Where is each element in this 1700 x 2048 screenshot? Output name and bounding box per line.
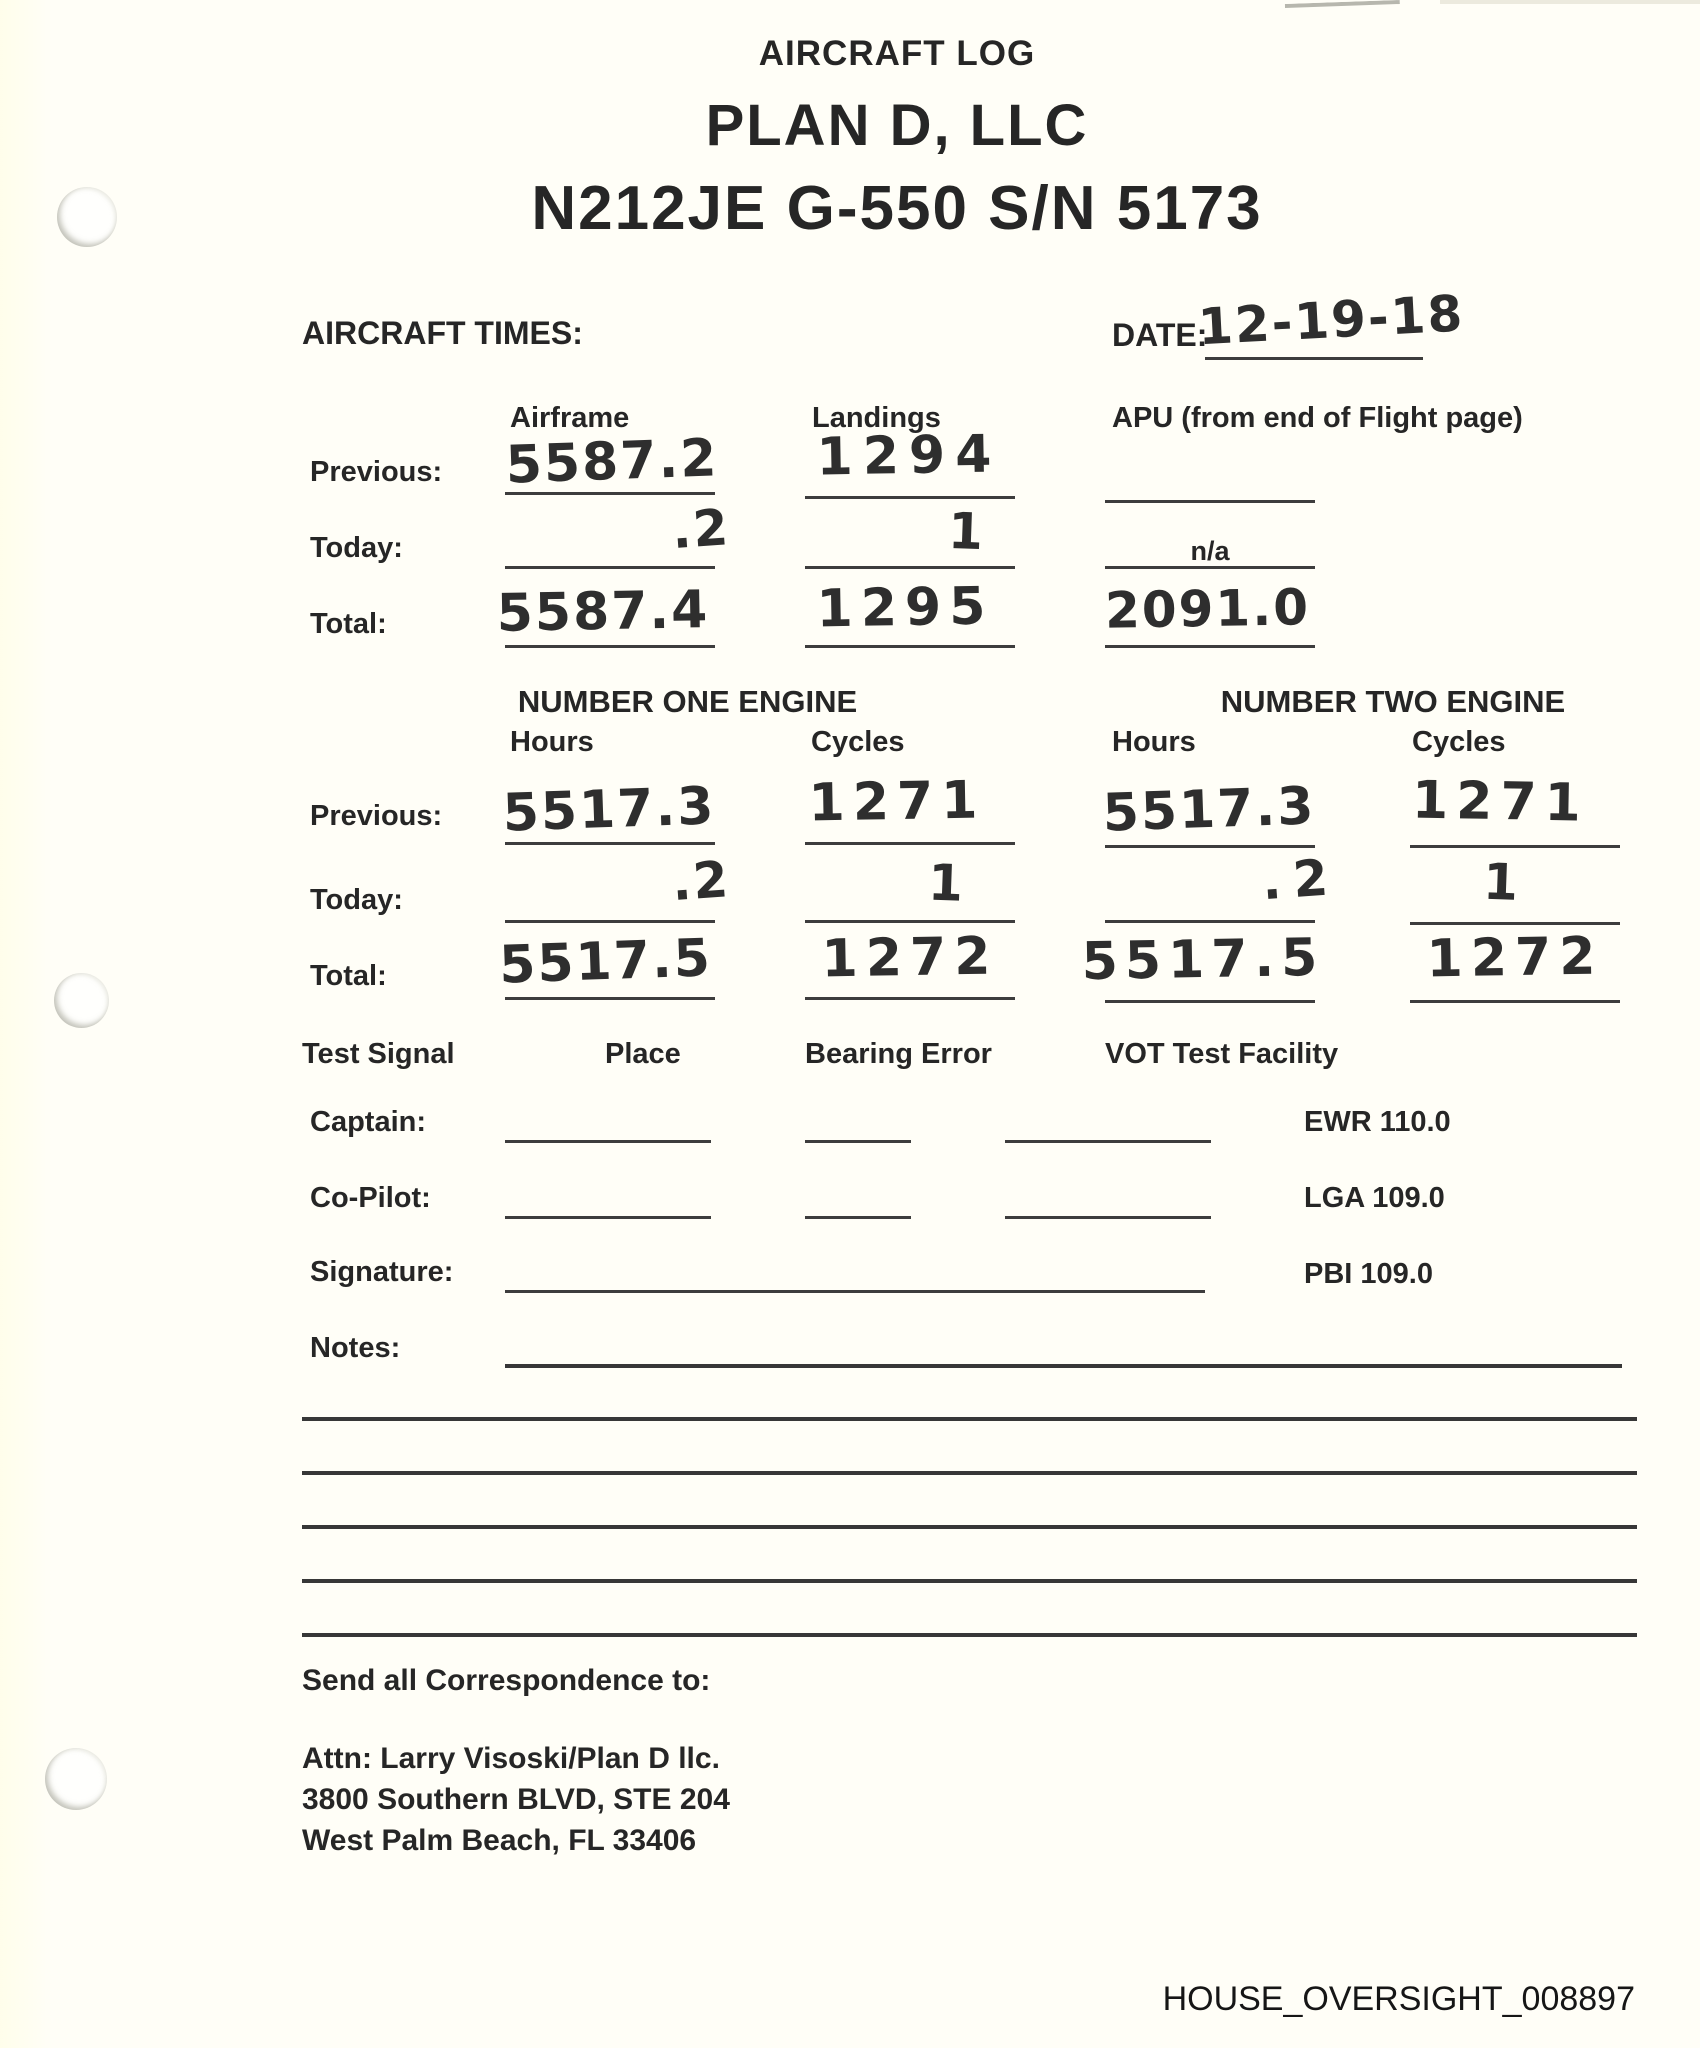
e1-cycles-total-value: 1272 — [821, 926, 999, 990]
notes-line-1 — [505, 1364, 1622, 1368]
copilot-label: Co-Pilot: — [310, 1182, 431, 1214]
e2-hours-previous-value: 5517.3 — [1101, 776, 1317, 844]
e2-hours-today-line — [1105, 920, 1315, 923]
engine-one-cycles-header: Cycles — [811, 726, 905, 758]
today-apu-na: n/a — [1190, 536, 1230, 566]
copilot-place-line — [505, 1216, 711, 1219]
e1-cycles-today-value: 1 — [927, 853, 966, 913]
company-name: PLAN D, LLC — [705, 93, 1089, 158]
captain-label: Captain: — [310, 1106, 426, 1138]
e1-cycles-today-line — [805, 920, 1015, 923]
e1-cycles-previous-value: 1271 — [808, 770, 986, 834]
test-signal-column-header: Test Signal — [302, 1038, 455, 1070]
correspondence-street-line: 3800 Southern BLVD, STE 204 — [302, 1783, 730, 1816]
vot-facility-pbi: PBI 109.0 — [1304, 1258, 1433, 1290]
copilot-vot-line — [1005, 1216, 1211, 1219]
correspondence-attn-line: Attn: Larry Visoski/Plan D llc. — [302, 1742, 720, 1775]
e2-hours-total-value: 5517.5 — [1081, 927, 1325, 993]
signature-line — [505, 1290, 1205, 1293]
notes-line-2 — [302, 1417, 1637, 1421]
correspondence-heading: Send all Correspondence to: — [302, 1664, 711, 1697]
page-edge-tint — [0, 0, 52, 2048]
e1-hours-total-line — [505, 997, 715, 1000]
date-line — [1205, 357, 1423, 360]
e2-cycles-previous-line — [1410, 845, 1620, 848]
captain-place-line — [505, 1140, 711, 1143]
engine-total-row-label: Total: — [310, 960, 387, 992]
punch-hole-top — [57, 187, 117, 247]
e2-cycles-today-line — [1410, 922, 1620, 925]
total-apu-line — [1105, 645, 1315, 648]
scan-artifact-top-strip — [1440, 0, 1700, 4]
notes-line-4 — [302, 1525, 1637, 1529]
engine-two-hours-header: Hours — [1112, 726, 1196, 758]
signature-label: Signature: — [310, 1256, 454, 1288]
notes-line-6 — [302, 1633, 1637, 1637]
total-airframe-value: 5587.4 — [496, 580, 710, 644]
log-title: AIRCRAFT LOG — [758, 34, 1036, 73]
engine-one-hours-header: Hours — [510, 726, 594, 758]
copilot-bearing-error-line — [805, 1216, 911, 1219]
previous-airframe-value: 5587.2 — [504, 428, 720, 496]
notes-line-5 — [302, 1579, 1637, 1583]
previous-apu-line — [1105, 500, 1315, 503]
date-label: DATE: — [1112, 317, 1208, 353]
today-landings-value: 1 — [947, 501, 986, 562]
e2-hours-total-line — [1105, 1000, 1315, 1003]
landings-column-header: Landings — [812, 402, 941, 434]
total-row-label: Total: — [310, 608, 387, 640]
date-value-handwritten: 12-19-18 — [1196, 284, 1466, 357]
e2-hours-previous-line — [1105, 845, 1315, 848]
captain-vot-line — [1005, 1140, 1211, 1143]
e2-cycles-total-value: 1272 — [1426, 926, 1604, 990]
today-landings-line — [805, 566, 1015, 569]
aircraft-times-heading: AIRCRAFT TIMES: — [302, 315, 583, 351]
punch-hole-middle — [54, 973, 109, 1028]
engine-two-title: NUMBER TWO ENGINE — [1220, 684, 1566, 719]
engine-two-cycles-header: Cycles — [1412, 726, 1506, 758]
e2-hours-today-value: .2 — [1260, 847, 1342, 912]
vot-test-facility-column-header: VOT Test Facility — [1105, 1038, 1339, 1070]
today-row-label: Today: — [310, 532, 403, 564]
vot-facility-lga: LGA 109.0 — [1304, 1182, 1445, 1214]
airframe-column-header: Airframe — [510, 402, 630, 434]
bates-number: HOUSE_OVERSIGHT_008897 — [1162, 1980, 1635, 2018]
total-landings-line — [805, 645, 1015, 648]
total-apu-value: 2091.0 — [1104, 578, 1311, 640]
notes-label: Notes: — [310, 1332, 401, 1364]
vot-facility-ewr: EWR 110.0 — [1304, 1106, 1451, 1138]
scan-artifact-curve — [1285, 0, 1400, 16]
engine-one-title: NUMBER ONE ENGINE — [517, 684, 858, 719]
e1-cycles-previous-line — [805, 842, 1015, 845]
total-landings-value: 1295 — [816, 576, 994, 640]
previous-landings-value: 1294 — [816, 424, 1002, 488]
engine-today-row-label: Today: — [310, 884, 403, 916]
place-column-header: Place — [605, 1038, 681, 1070]
punch-hole-bottom — [45, 1748, 107, 1810]
bearing-error-column-header: Bearing Error — [805, 1038, 992, 1070]
notes-line-3 — [302, 1471, 1637, 1475]
e1-cycles-total-line — [805, 997, 1015, 1000]
e2-cycles-total-line — [1410, 1000, 1620, 1003]
correspondence-city-line: West Palm Beach, FL 33406 — [302, 1824, 697, 1857]
engine-previous-row-label: Previous: — [310, 800, 443, 832]
aircraft-registration: N212JE G-550 S/N 5173 — [531, 174, 1263, 243]
e1-hours-previous-value: 5517.3 — [501, 776, 717, 844]
e1-hours-total-value: 5517.5 — [498, 928, 713, 996]
apu-column-header: APU (from end of Flight page) — [1112, 402, 1523, 434]
e1-hours-today-value: .2 — [670, 850, 732, 913]
e2-cycles-today-value: 1 — [1482, 852, 1521, 912]
captain-bearing-error-line — [805, 1140, 911, 1143]
e2-cycles-previous-value: 1271 — [1411, 770, 1590, 834]
today-airframe-value: .2 — [670, 498, 732, 561]
previous-row-label: Previous: — [310, 456, 443, 488]
total-airframe-line — [505, 645, 715, 648]
